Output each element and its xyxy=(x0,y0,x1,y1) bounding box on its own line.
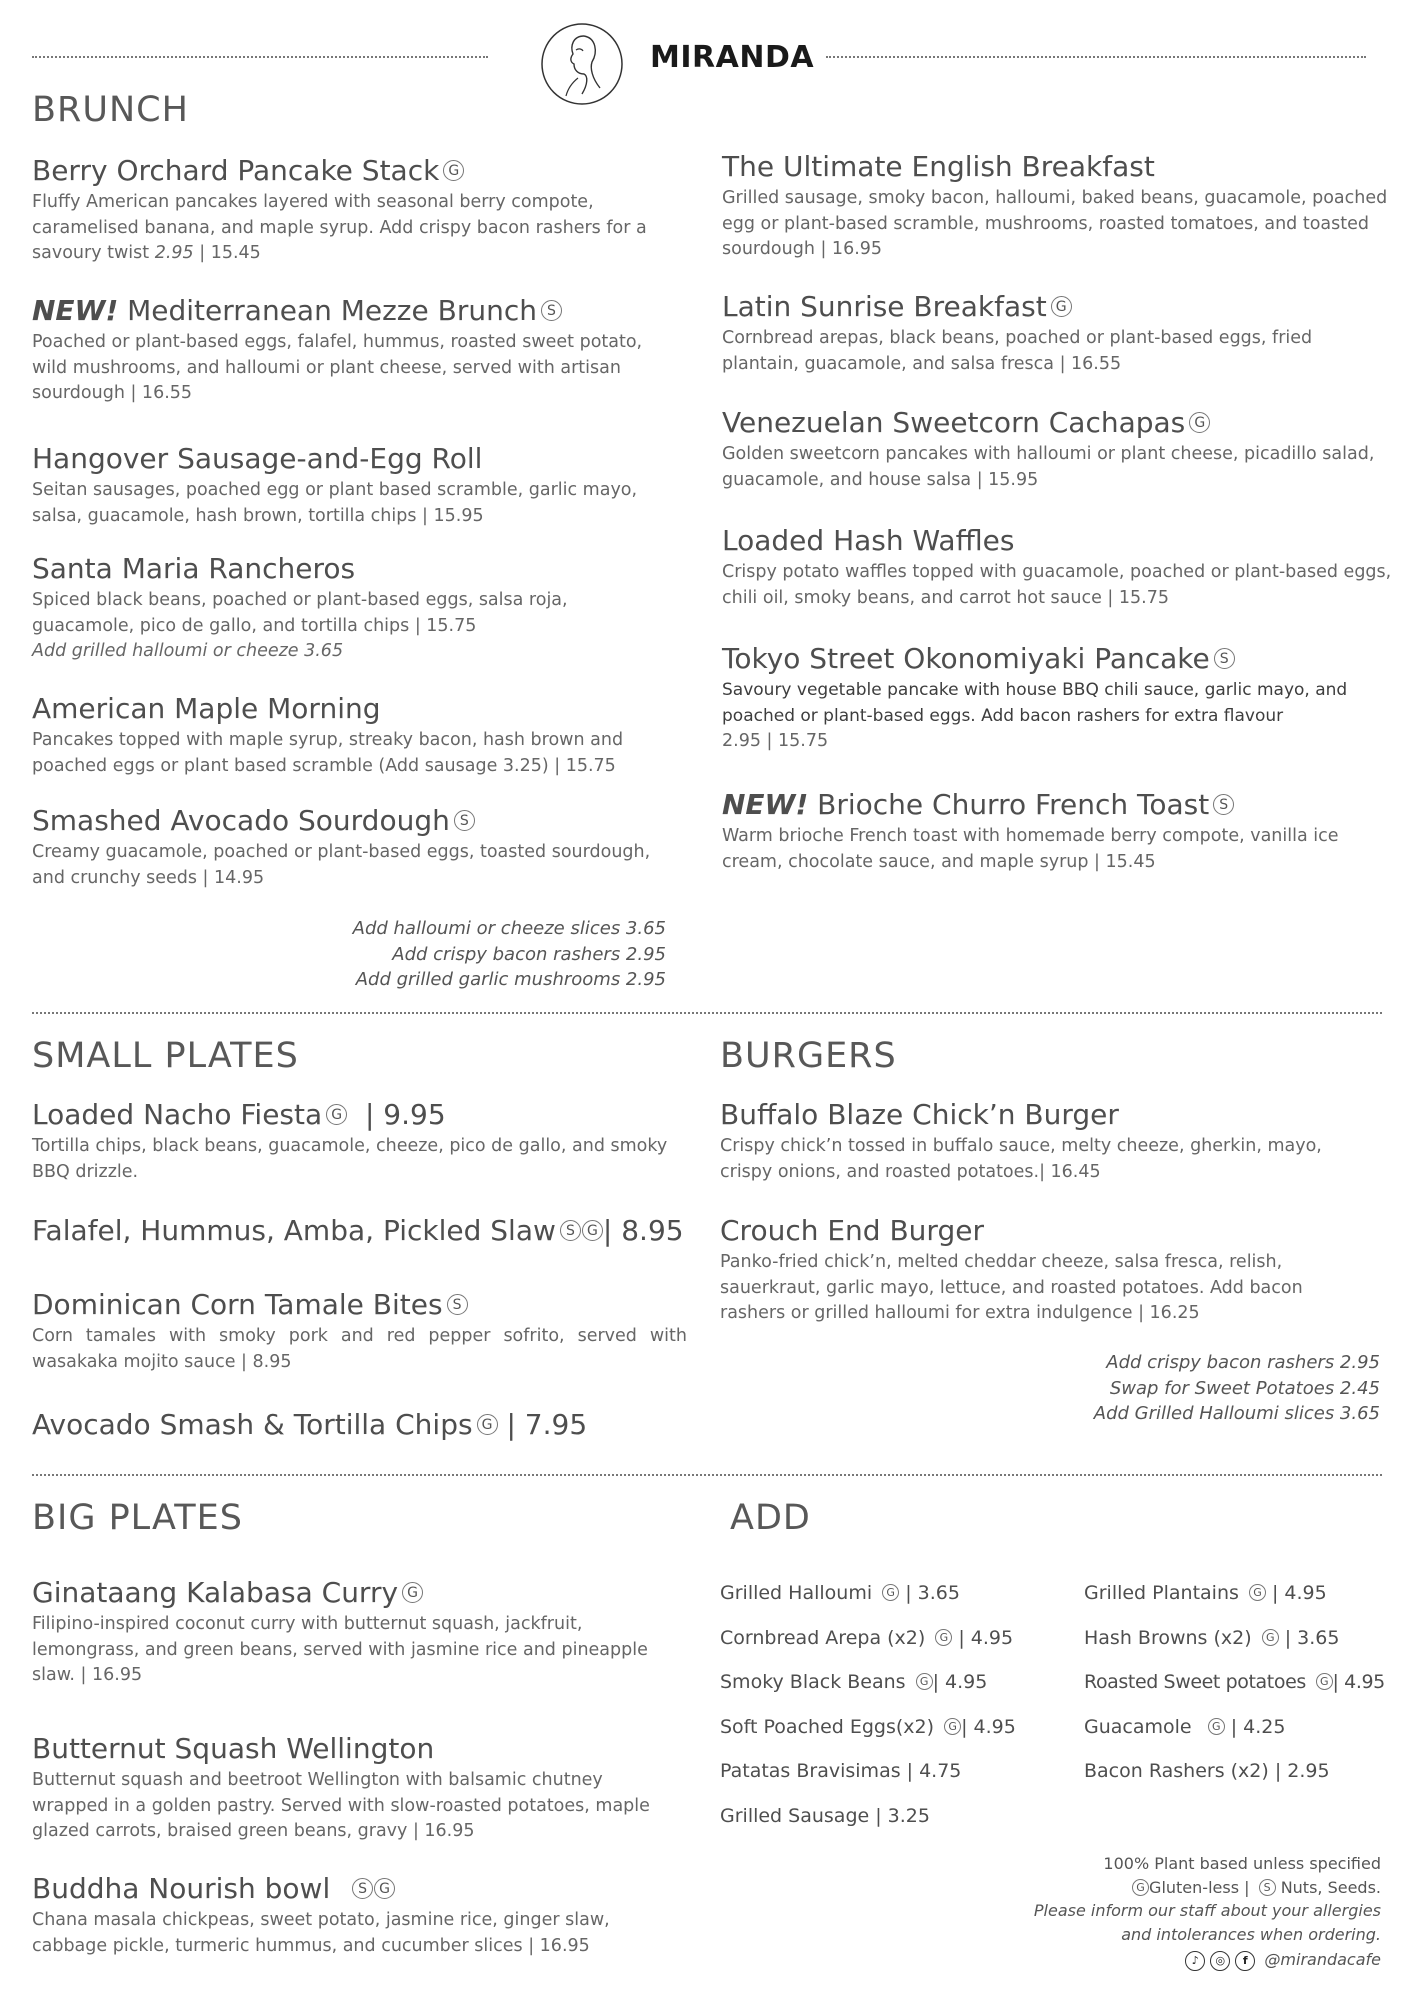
gluten-icon: G xyxy=(944,1718,961,1735)
footer-allergy-note: Please inform our staff about your allergies xyxy=(1033,1901,1381,1920)
item-desc: Corn tamales with smoky pork and red pepper sofrito, served with wasakaka mojito sauce | 8.95 xyxy=(32,1326,687,1372)
footer-nuts-seeds: Nuts, Seeds. xyxy=(1280,1877,1381,1897)
item-name: The Ultimate English Breakfast xyxy=(722,150,1155,183)
gluten-icon: G xyxy=(935,1629,952,1646)
nuts-icon: S xyxy=(447,1294,468,1315)
item-price: | 7.95 xyxy=(506,1408,588,1441)
gluten-icon: G xyxy=(1249,1584,1266,1601)
gluten-icon: G xyxy=(1051,296,1072,317)
list-item: Hash Browns (x2) G | 3.65 xyxy=(1084,1626,1340,1649)
tiktok-icon[interactable]: ♪ xyxy=(1185,1951,1205,1971)
nuts-icon: S xyxy=(352,1878,373,1899)
menu-item xyxy=(720,1214,1370,1327)
item-price: | 9.95 xyxy=(364,1098,446,1131)
item-desc: Filipino-inspired coconut curry with butternut squash, jackfruit, lemongrass, and green beans, served with jasmine rice and pineapple slaw. | 16.95 xyxy=(32,1614,648,1685)
item-desc: Creamy guacamole, poached or plant-based eggs, toasted sourdough, and crunchy seeds | 14.95 xyxy=(32,842,651,888)
menu-item xyxy=(32,1576,672,1689)
menu-item xyxy=(32,804,672,891)
footer-gluten-less: Gluten-less | xyxy=(1149,1877,1250,1897)
section-title-brunch: BRUNCH xyxy=(32,90,189,130)
list-item: Grilled Plantains G | 4.95 xyxy=(1084,1582,1327,1604)
gluten-icon: G xyxy=(882,1584,899,1601)
allergy-footer xyxy=(1034,1852,1381,1972)
header-divider-left xyxy=(32,56,488,58)
item-desc: Golden sweetcorn pancakes with halloumi or plant cheese, picadillo salad, guacamole, and house salsa | 15.95 xyxy=(722,444,1375,490)
gluten-icon: G xyxy=(443,160,464,181)
item-name: Santa Maria Rancheros xyxy=(32,552,356,585)
section-title-add: ADD xyxy=(730,1498,811,1538)
new-badge: NEW! xyxy=(32,294,119,327)
burger-addons xyxy=(1094,1350,1380,1427)
item-desc: Warm brioche French toast with homemade berry compote, vanilla ice cream, chocolate sauce, and maple syrup | 15.45 xyxy=(722,826,1339,872)
item-desc: Cornbread arepas, black beans, poached or plant-based eggs, fried plantain, guacamole, and salsa fresca | 16.55 xyxy=(722,328,1313,374)
header-divider-right xyxy=(826,56,1366,58)
gluten-icon: G xyxy=(326,1104,347,1125)
menu-item xyxy=(32,1732,672,1845)
addon-line: Add halloumi or cheeze slices 3.65 xyxy=(352,918,666,939)
item-name: Dominican Corn Tamale Bites xyxy=(32,1288,443,1321)
gluten-icon: G xyxy=(582,1220,603,1241)
item-name: Buffalo Blaze Chick’n Burger xyxy=(720,1098,1119,1131)
item-name: Avocado Smash & Tortilla Chips xyxy=(32,1408,473,1441)
item-name: Ginataang Kalabasa Curry xyxy=(32,1576,399,1609)
gluten-icon: G xyxy=(1208,1718,1225,1735)
menu-item xyxy=(32,1408,692,1442)
item-name: Brioche Churro French Toast xyxy=(808,788,1210,821)
section-title-big-plates: BIG PLATES xyxy=(32,1498,243,1538)
gluten-icon: G xyxy=(1189,412,1210,433)
item-name: Buddha Nourish bowl xyxy=(32,1872,331,1905)
menu-item xyxy=(722,642,1392,755)
section-divider xyxy=(32,1474,1382,1476)
item-name: Hangover Sausage-and-Egg Roll xyxy=(32,442,483,475)
brand-name: MIRANDA xyxy=(650,40,815,75)
gluten-icon: G xyxy=(402,1582,423,1603)
menu-item xyxy=(32,294,672,407)
list-item: Grilled Sausage | 3.25 xyxy=(720,1804,930,1827)
item-name: American Maple Morning xyxy=(32,692,381,725)
list-item: Patatas Bravisimas | 4.75 xyxy=(720,1760,962,1782)
menu-item xyxy=(722,150,1392,263)
nuts-icon: S xyxy=(541,300,562,321)
footer-allergy-note-2: and intolerances when ordering. xyxy=(1121,1924,1381,1944)
section-divider xyxy=(32,1012,1382,1014)
item-name: Falafel, Hummus, Amba, Pickled Slaw xyxy=(32,1214,556,1247)
add-list-right xyxy=(1084,1582,1385,1805)
item-name: Loaded Nacho Fiesta xyxy=(32,1098,323,1131)
gluten-icon: G xyxy=(1316,1673,1333,1690)
menu-item xyxy=(32,442,672,529)
menu-item xyxy=(32,1288,687,1375)
new-badge: NEW! xyxy=(722,788,809,821)
woman-profile-line-art-icon xyxy=(540,22,624,106)
item-desc: Seitan sausages, poached egg or plant based scramble, garlic mayo, salsa, guacamole, hash brown, tortilla chips | 15.95 xyxy=(32,480,638,526)
item-desc: Poached or plant-based eggs, falafel, hummus, roasted sweet potato, wild mushrooms, and halloumi or plant cheese, served with artisan sourdough | 16.55 xyxy=(32,332,643,403)
nuts-icon: S xyxy=(560,1220,581,1241)
item-desc: Grilled sausage, smoky bacon, halloumi, baked beans, guacamole, poached egg or plant-based scramble, mushrooms, roasted tomatoes, and toasted sourdough | 16.95 xyxy=(722,188,1388,259)
item-name: Latin Sunrise Breakfast xyxy=(722,290,1047,323)
add-list-left xyxy=(720,1582,1016,1849)
gluten-icon: G xyxy=(1132,1879,1149,1896)
list-item: Smoky Black Beans G | 4.95 xyxy=(720,1671,988,1693)
list-item: Bacon Rashers (x2) | 2.95 xyxy=(1084,1760,1330,1782)
nuts-icon: S xyxy=(1214,648,1235,669)
item-desc: Butternut squash and beetroot Wellington with balsamic chutney wrapped in a golden pastry. Served with slow-roasted potatoes, maple glazed carrots, braised green beans, gravy | 16.95 xyxy=(32,1770,650,1841)
item-name: Venezuelan Sweetcorn Cachapas xyxy=(722,406,1186,439)
addon-line: Add crispy bacon rashers 2.95 xyxy=(1106,1352,1380,1373)
item-desc-italic: 2.95 xyxy=(154,243,194,263)
list-item: Cornbread Arepa (x2) G | 4.95 xyxy=(720,1626,1014,1649)
addon-line: Add Grilled Halloumi slices 3.65 xyxy=(1093,1403,1380,1424)
brunch-addons xyxy=(353,916,666,993)
section-title-burgers: BURGERS xyxy=(720,1036,897,1076)
menu-item xyxy=(722,788,1392,875)
item-note: Add grilled halloumi or cheeze 3.65 xyxy=(32,641,344,661)
item-desc: Savoury vegetable pancake with house BBQ chili sauce, garlic mayo, and poached or plant-based eggs. Add bacon rashers for extra flavour xyxy=(722,680,1348,726)
addon-line: Swap for Sweet Potatoes 2.45 xyxy=(1109,1377,1380,1399)
item-name: Crouch End Burger xyxy=(720,1214,984,1247)
menu-item xyxy=(722,290,1392,377)
menu-item xyxy=(32,1214,712,1248)
item-name: Tokyo Street Okonomiyaki Pancake xyxy=(722,642,1210,675)
addon-line: Add crispy bacon rashers 2.95 xyxy=(392,943,666,965)
item-desc: Spiced black beans, poached or plant-based eggs, salsa roja, guacamole, pico de gallo, and tortilla chips | 15.75 xyxy=(32,590,568,636)
item-name: Berry Orchard Pancake Stack xyxy=(32,154,440,187)
menu-item xyxy=(32,692,672,779)
item-desc: Tortilla chips, black beans, guacamole, cheeze, pico de gallo, and smoky BBQ drizzle. xyxy=(32,1136,668,1182)
item-desc: Crispy chick’n tossed in buffalo sauce, melty cheeze, gherkin, mayo, crispy onions, and roasted potatoes.| 16.45 xyxy=(720,1136,1322,1182)
gluten-icon: G xyxy=(477,1414,498,1435)
item-price: | 15.45 xyxy=(193,243,261,263)
facebook-icon[interactable]: f xyxy=(1235,1951,1255,1971)
list-item: Soft Poached Eggs(x2) G | 4.95 xyxy=(720,1715,1016,1738)
instagram-icon[interactable]: ◎ xyxy=(1210,1951,1230,1971)
section-title-small-plates: SMALL PLATES xyxy=(32,1036,299,1076)
item-name: Loaded Hash Waffles xyxy=(722,524,1015,557)
footer-plant-based: 100% Plant based unless specified xyxy=(1103,1854,1381,1873)
menu-item xyxy=(32,1098,692,1185)
list-item: Grilled Halloumi G | 3.65 xyxy=(720,1582,960,1604)
item-desc: Crispy potato waffles topped with guacamole, poached or plant-based eggs, chili oil, smoky beans, and carrot hot sauce | 15.75 xyxy=(722,562,1392,608)
menu-item xyxy=(32,552,672,665)
gluten-icon: G xyxy=(916,1673,933,1690)
item-desc: Fluffy American pancakes layered with seasonal berry compote, caramelised banana, and maple syrup. Add crispy bacon rashers for a savoury twist xyxy=(32,192,647,263)
menu-item xyxy=(722,406,1392,493)
item-desc: Chana masala chickpeas, sweet potato, jasmine rice, ginger slaw, cabbage pickle, turmeric hummus, and cucumber slices | 16.95 xyxy=(32,1910,610,1956)
menu-item xyxy=(722,524,1392,611)
nuts-icon: S xyxy=(1259,1879,1276,1896)
item-desc: Panko-fried chick’n, melted cheddar cheeze, salsa fresca, relish, sauerkraut, garlic mayo, lettuce, and roasted potatoes. Add bacon rashers or grilled halloumi for extra indulgence | 16.25 xyxy=(720,1252,1303,1323)
gluten-icon: G xyxy=(1262,1629,1279,1646)
nuts-icon: S xyxy=(454,810,475,831)
item-price: 2.95 | 15.75 xyxy=(722,731,829,751)
social-handle[interactable]: @mirandacafe xyxy=(1264,1950,1381,1969)
menu-item xyxy=(32,154,672,267)
nuts-icon: S xyxy=(1213,794,1234,815)
item-name: Mediterranean Mezze Brunch xyxy=(118,294,537,327)
addon-line: Add grilled garlic mushrooms 2.95 xyxy=(355,969,666,990)
item-price: | 8.95 xyxy=(602,1214,684,1247)
menu-item xyxy=(32,1872,672,1959)
item-name: Smashed Avocado Sourdough xyxy=(32,804,450,837)
menu-item xyxy=(720,1098,1370,1185)
list-item: Guacamole G | 4.25 xyxy=(1084,1715,1286,1738)
item-name: Butternut Squash Wellington xyxy=(32,1732,435,1765)
gluten-icon: G xyxy=(374,1878,395,1899)
item-desc: Pancakes topped with maple syrup, streaky bacon, hash brown and poached eggs or plant based scramble (Add sausage 3.25) | 15.75 xyxy=(32,730,624,776)
list-item: Roasted Sweet potatoes G | 4.95 xyxy=(1084,1671,1385,1693)
